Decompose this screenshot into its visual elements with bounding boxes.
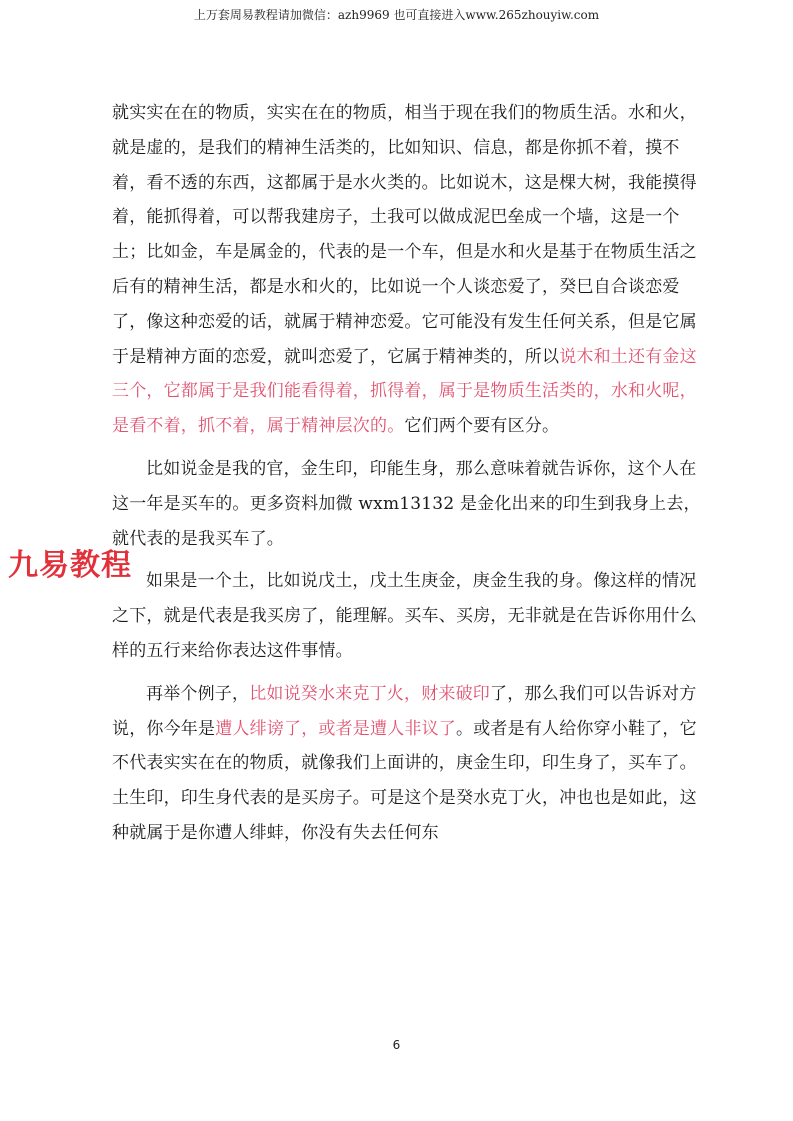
watermark-logo: 九易教程: [8, 548, 132, 583]
paragraph-2: [112, 452, 702, 556]
document-body: [112, 96, 702, 859]
text-segment: 比如说金是我的官，金生印，印能生身，那么意味着就告诉你，这个人在这一年是买车的。更多资料加微 wxm13132 是金化出来的印生到我身上去，就代表的是我买车了。: [112, 458, 701, 549]
paragraph-4: [112, 677, 702, 851]
page-header: 上万套周易教程请加微信：azh9969 也可直接进入www.265zhouyiw.com: [193, 8, 600, 22]
text-segment: 如果是一个土，比如说戊土，戊土生庚金，庚金生我的身。像这样的情况之下，就是代表是我买房了，能理解。买车、买房，无非就是在告诉你用什么样的五行来给你表达这件事情。: [112, 571, 697, 661]
paragraph-3: [112, 564, 702, 668]
highlighted-text: 比如说癸水来克丁火，财来破印: [249, 683, 491, 704]
paragraph-1: [112, 96, 702, 444]
highlighted-text: 说木和土还有金这三个，它都属于是我们能看得着，抓得着，属于是物质生活类的，水和火呢，是看不着，抓不着，属于精神层次的。: [112, 346, 697, 437]
text-segment: 它们两个要有区分。: [404, 416, 560, 437]
page-number: 6: [392, 1038, 401, 1052]
text-segment: 再举个例子，: [146, 683, 250, 704]
text-segment: 了，那么我们可以告诉对方说，你今年是: [112, 683, 697, 739]
highlighted-text: 遭人绯谤了，或者是遭人非议了: [215, 718, 457, 739]
text-segment: 。或者是有人给你穿小鞋了，它不代表实实在在的物质，就像我们上面讲的，庚金生印，印生身了，买车了。土生印，印生身代表的是买房子。可是这个是癸水克丁火，冲也也是如此，这种就属于是你遭人绯蚌，你没有失去任何东: [112, 718, 697, 843]
text-segment: 就实实在在的物质，实实在在的物质，相当于现在我们的物质生活。水和火，就是虚的，是我们的精神生活类的，比如知识、信息，都是你抓不着，摸不着，看不透的东西，这都属于是水火类的。比如说木，这是棵大树，我能摸得着，能抓得着，可以帮我建房子，土我可以做成泥巴垒成一个墙，这是一个土；比如金，车是属金的，代表的是一个车，但是水和火是基于在物质生活之后有的精神生活，都是水和火的，比如说一个人谈恋爱了，癸巳自合谈恋爱了，像这种恋爱的话，就属于精神恋爱。它可能没有发生任何关系，但是它属于是精神方面的恋爱，就叫恋爱了，它属于精神类的，所以: [112, 103, 697, 367]
